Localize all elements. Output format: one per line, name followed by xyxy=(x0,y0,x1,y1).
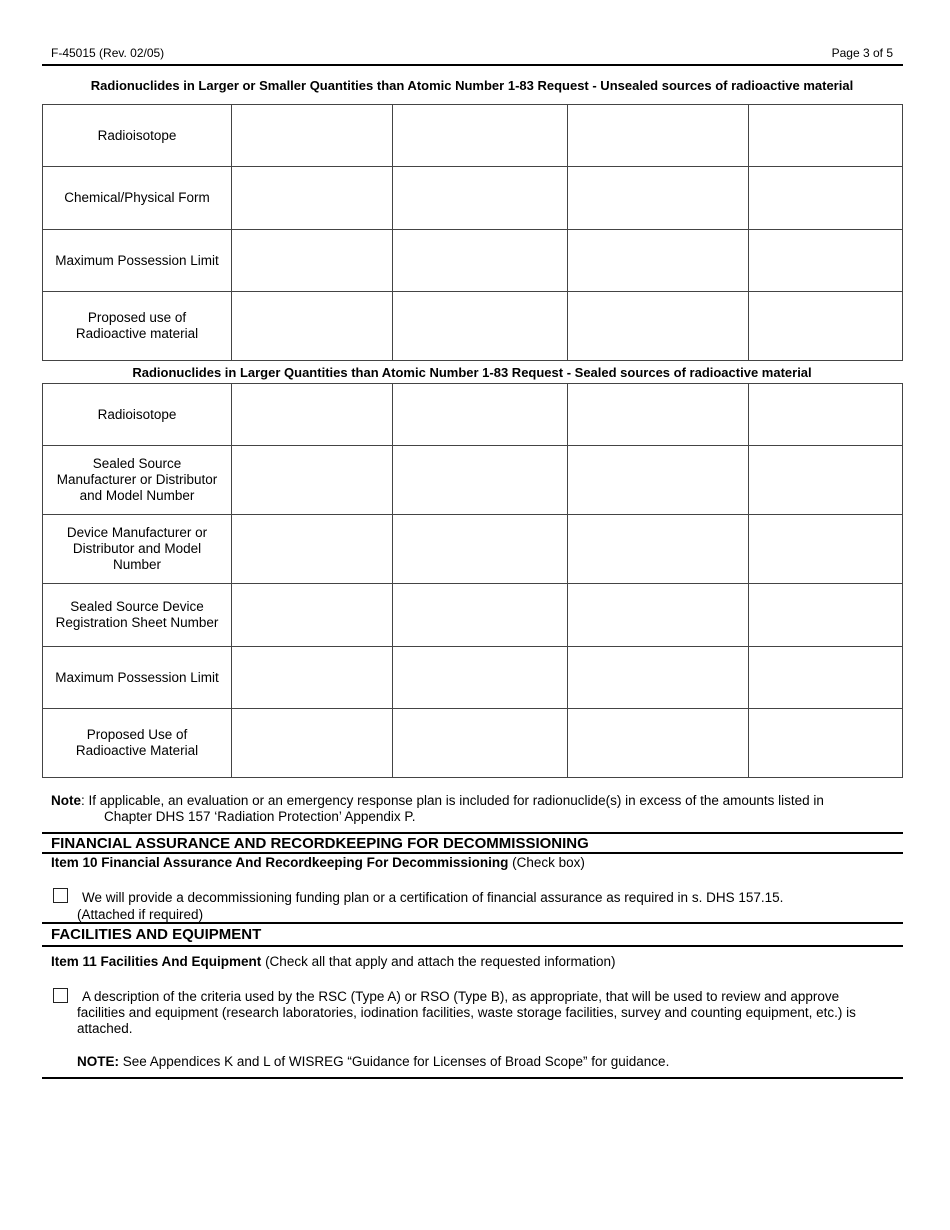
facilities-note-text: See Appendices K and L of WISREG “Guidance for Licenses of Broad Scope” for guidance. xyxy=(119,1054,670,1069)
input-cell[interactable] xyxy=(568,515,749,584)
facilities-section-title: FACILITIES AND EQUIPMENT xyxy=(51,926,262,943)
input-cell[interactable] xyxy=(749,230,903,292)
input-cell[interactable] xyxy=(393,515,568,584)
section-rule xyxy=(42,922,903,924)
input-cell[interactable] xyxy=(232,709,393,778)
row-label-radioisotope: Radioisotope xyxy=(43,105,232,167)
input-cell[interactable] xyxy=(232,230,393,292)
input-cell[interactable] xyxy=(232,515,393,584)
input-cell[interactable] xyxy=(232,647,393,709)
input-cell[interactable] xyxy=(393,167,568,230)
table-row xyxy=(43,515,903,584)
input-cell[interactable] xyxy=(749,446,903,515)
section-rule xyxy=(42,832,903,834)
table-row xyxy=(43,709,903,778)
table-row xyxy=(43,292,903,361)
note-paragraph xyxy=(51,793,871,809)
sealed-sources-table xyxy=(42,383,903,778)
input-cell[interactable] xyxy=(749,584,903,647)
input-cell[interactable] xyxy=(568,105,749,167)
table-row xyxy=(43,167,903,230)
input-cell[interactable] xyxy=(749,105,903,167)
facilities-checkbox-label: A description of the criteria used by the RSC (Type A) or RSO (Type B), as appropriate, that will be used to review and approve facilities and equipment (research laboratories, iodination facilities, waste storage facilities, survey and counting equipment, etc.) is attached. xyxy=(77,989,856,1036)
note-text: : If applicable, an evaluation or an emergency response plan is included for radionuclide(s) in excess of the amounts listed in xyxy=(81,793,824,808)
item-11-label: Item 11 Facilities And Equipment xyxy=(51,954,262,969)
item-11-heading xyxy=(51,954,616,969)
input-cell[interactable] xyxy=(393,709,568,778)
row-label-registration-sheet-number: Sealed Source Device Registration Sheet Number xyxy=(43,584,232,647)
input-cell[interactable] xyxy=(393,384,568,446)
form-number: F-45015 (Rev. 02/05) xyxy=(51,46,165,60)
input-cell[interactable] xyxy=(749,515,903,584)
input-cell[interactable] xyxy=(393,230,568,292)
input-cell[interactable] xyxy=(568,709,749,778)
input-cell[interactable] xyxy=(232,446,393,515)
input-cell[interactable] xyxy=(568,292,749,361)
input-cell[interactable] xyxy=(232,105,393,167)
note-text-continued: Chapter DHS 157 ‘Radiation Protection’ Appendix P. xyxy=(104,809,416,824)
input-cell[interactable] xyxy=(568,584,749,647)
input-cell[interactable] xyxy=(232,384,393,446)
input-cell[interactable] xyxy=(393,446,568,515)
table-row xyxy=(43,230,903,292)
row-label-maximum-possession-limit: Maximum Possession Limit xyxy=(43,230,232,292)
input-cell[interactable] xyxy=(568,647,749,709)
footer-rule xyxy=(42,1077,903,1079)
facilities-note xyxy=(77,1054,877,1070)
financial-checkbox-label-continued: (Attached if required) xyxy=(77,907,204,922)
input-cell[interactable] xyxy=(393,292,568,361)
financial-assurance-checkbox[interactable] xyxy=(53,888,68,903)
facilities-note-label: NOTE: xyxy=(77,1054,119,1069)
item-10-hint: (Check box) xyxy=(508,855,585,870)
facilities-criteria-checkbox[interactable] xyxy=(53,988,68,1003)
row-label-proposed-use: Proposed use of Radioactive material xyxy=(43,292,232,361)
row-label-maximum-possession-limit: Maximum Possession Limit xyxy=(43,647,232,709)
section-rule xyxy=(42,945,903,947)
table-row xyxy=(43,647,903,709)
input-cell[interactable] xyxy=(749,709,903,778)
input-cell[interactable] xyxy=(232,292,393,361)
sealed-table-title: Radionuclides in Larger Quantities than Atomic Number 1-83 Request - Sealed sources of radioactive material xyxy=(132,365,812,380)
row-label-device-manufacturer: Device Manufacturer or Distributor and Model Number xyxy=(43,515,232,584)
row-label-sealed-source-manufacturer: Sealed Source Manufacturer or Distributor and Model Number xyxy=(43,446,232,515)
unsealed-table-title: Radionuclides in Larger or Smaller Quantities than Atomic Number 1-83 Request - Unsealed sources of radioactive material xyxy=(90,78,854,93)
input-cell[interactable] xyxy=(393,105,568,167)
item-10-heading xyxy=(51,855,585,870)
table-row xyxy=(43,446,903,515)
unsealed-sources-table xyxy=(42,104,903,361)
input-cell[interactable] xyxy=(749,292,903,361)
input-cell[interactable] xyxy=(749,647,903,709)
row-label-chemical-physical-form: Chemical/Physical Form xyxy=(43,167,232,230)
input-cell[interactable] xyxy=(749,384,903,446)
row-label-proposed-use: Proposed Use of Radioactive Material xyxy=(43,709,232,778)
page-number: Page 3 of 5 xyxy=(831,46,893,60)
input-cell[interactable] xyxy=(232,584,393,647)
table-row xyxy=(43,384,903,446)
table-row xyxy=(43,105,903,167)
item-11-hint: (Check all that apply and attach the requested information) xyxy=(261,954,616,969)
input-cell[interactable] xyxy=(568,384,749,446)
input-cell[interactable] xyxy=(568,167,749,230)
input-cell[interactable] xyxy=(393,647,568,709)
financial-checkbox-label: We will provide a decommissioning funding plan or a certification of financial assurance as required in s. DHS 157.15. xyxy=(82,890,784,905)
note-label: Note xyxy=(51,793,81,808)
financial-section-title: FINANCIAL ASSURANCE AND RECORDKEEPING FOR DECOMMISSIONING xyxy=(51,835,589,852)
input-cell[interactable] xyxy=(568,230,749,292)
input-cell[interactable] xyxy=(232,167,393,230)
input-cell[interactable] xyxy=(393,584,568,647)
input-cell[interactable] xyxy=(568,446,749,515)
table-row xyxy=(43,584,903,647)
item-10-label: Item 10 Financial Assurance And Recordkeeping For Decommissioning xyxy=(51,855,509,870)
row-label-radioisotope: Radioisotope xyxy=(43,384,232,446)
input-cell[interactable] xyxy=(749,167,903,230)
header-rule xyxy=(42,64,903,66)
section-rule xyxy=(42,852,903,854)
